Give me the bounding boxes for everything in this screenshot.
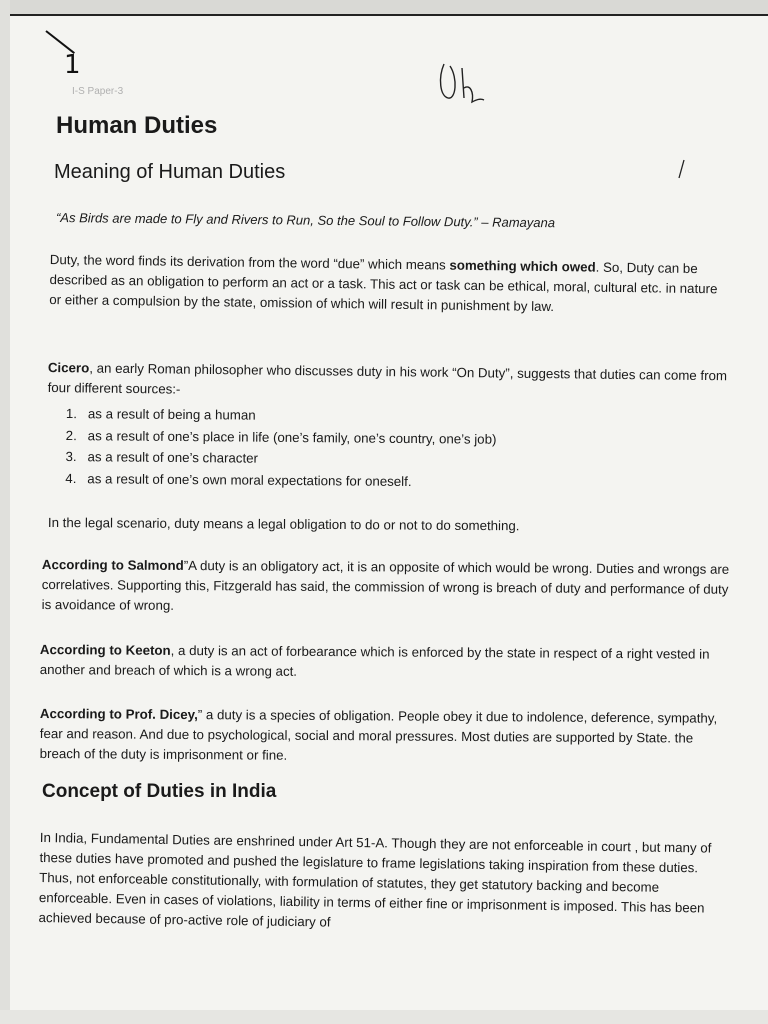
paragraph-keeton: According to Keeton, a duty is an act of forbearance which is enforced by the state in respect of a right vested in another and breach of which is a wrong act. [39,641,710,679]
list-item: 1. as a result of being a human [65,405,256,423]
paper-label: I-S Paper-3 [72,86,124,97]
scan-left-edge [0,0,10,1024]
handwritten-initial-icon [436,58,492,108]
list-item: 2. as a result of one’s place in life (one’s family, one’s country, one’s job) [65,427,497,447]
section-title: Concept of Duties in India [42,781,277,802]
paragraph-legal-scenario: In the legal scenario, duty means a legal obligation to do or not to do something. [47,514,520,534]
list-item: 3. as a result of one’s character [65,448,259,466]
list-item: 4. as a result of one’s own moral expectations for oneself. [65,470,412,489]
page-title: Human Duties [56,112,218,139]
paragraph-cicero: Cicero, an early Roman philosopher who discusses duty in his work “On Duty”, suggests that duties can come from four different sources:- [47,359,728,397]
scan-top-edge [0,0,768,16]
paragraph-india: In India, Fundamental Duties are enshrined under Art 51-A. Though they are not enforceable in court , but many of these duties have promoted and pushed the legislature to frame legislations taking inspiration from these duties. Thus, not enforceable constitutionally, with formulation of statutes, they get statutory backing and become enforceable. Even in cases of violations, liability in terms of either fine or imprisonment is imposed. This has been achieved because of pro-active role of judiciary of [38,829,712,930]
paragraph-dicey: According to Prof. Dicey,” a duty is a species of obligation. People obey it due to indolence, deference, sympathy, fear and reason. And due to psychological, social and moral pressures. Most duties are supported by State. the breach of the duty is imprisonment or fine. [39,705,718,763]
paragraph-salmond: According to Salmond”A duty is an obligatory act, it is an opposite of which would be wrong. Duties and wrongs are correlatives. Supporting this, Fitzgerald has said, the commission of wrong is breach of duty and performance of duty is avoidance of wrong. [41,556,730,613]
page-subtitle: Meaning of Human Duties [54,161,286,183]
paragraph-meaning: Duty, the word finds its derivation from the word “due” which means something which owed. So, Duty can be described as an obligation to perform an act or a task. This act or task can be ethical, moral, cultural etc. in nature or either a compulsion by the state, omission of which will result in punishment by law. [49,251,718,315]
sources-list [65,403,496,493]
epigraph-quote: “As Birds are made to Fly and Rivers to Run, So the Soul to Follow Duty.” – Ramayana [55,210,556,231]
handwritten-page-number: 1 [64,50,81,80]
scan-bottom-edge [0,1010,768,1024]
handwritten-slash-icon [676,158,686,180]
